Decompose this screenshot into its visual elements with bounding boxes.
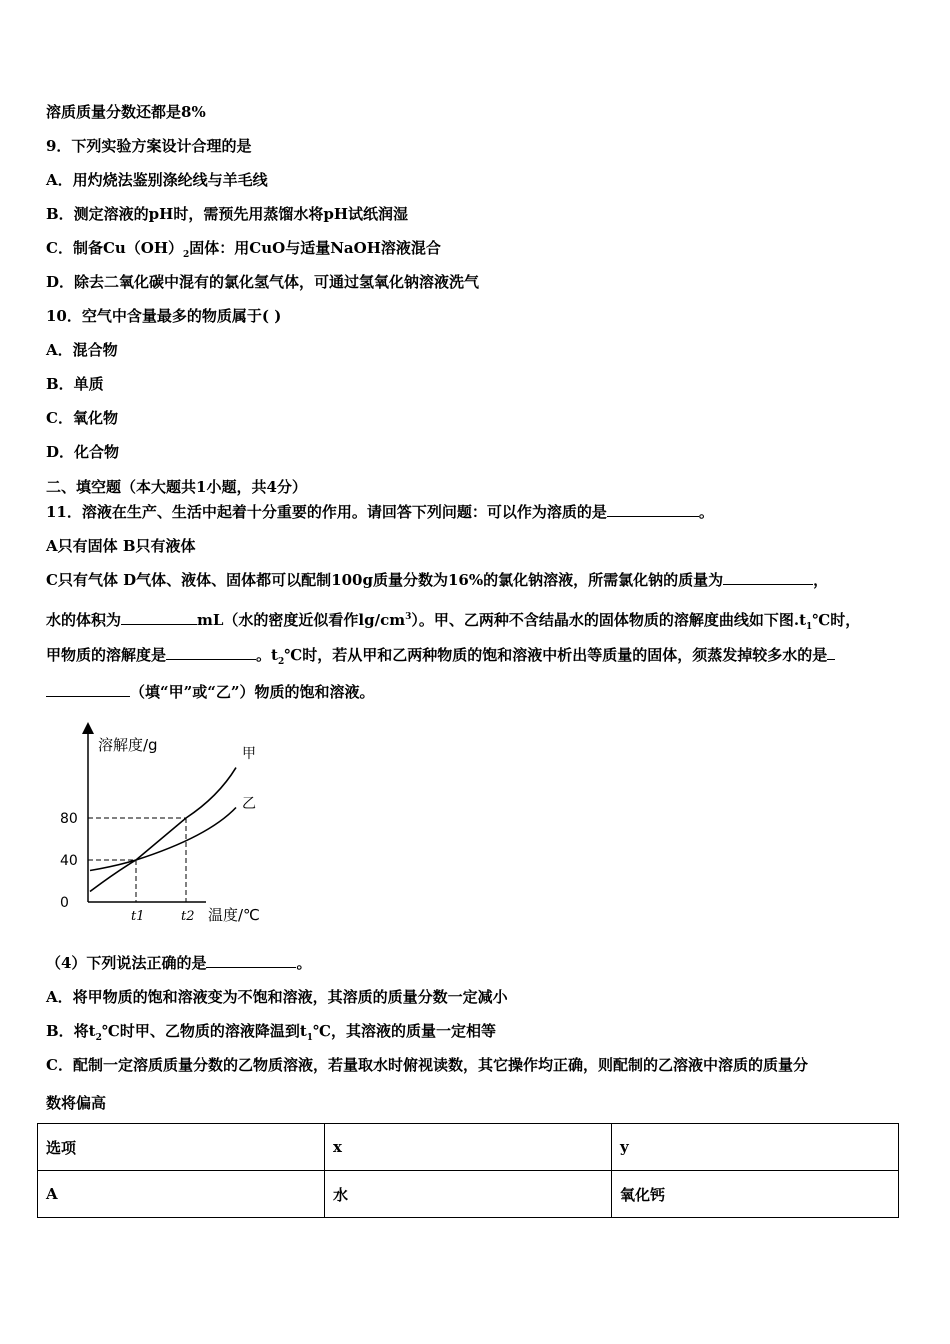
option-4c-cont: 数将偏高	[46, 1094, 107, 1112]
option-10d: D．化合物	[46, 443, 120, 461]
x-axis-label: 温度/℃	[208, 906, 260, 924]
question-11-solubility: 甲物质的溶解度是 。$t_2℃$时，若从甲和乙两种物质的饱和溶液中析出等质量的固体，须蒸发掉较多水的是	[46, 645, 835, 672]
y-axis-label: 溶解度/g	[98, 736, 158, 754]
section-heading: 二、填空题（本大题共1小题，共4分）	[46, 478, 307, 496]
option-9b: B．测定溶液的pH时，需预先用蒸馏水将pH试纸润湿	[46, 205, 409, 223]
question-11-ab: A只有固体 B只有液体	[46, 537, 196, 555]
table-cell: x	[325, 1124, 612, 1171]
table-row	[38, 1171, 899, 1218]
option-4b: B．将$t_2℃$时甲、乙物质的溶液降温到$t_1℃$，其溶液的质量一定相等	[46, 1022, 497, 1043]
x-tick-label: t2	[181, 909, 195, 924]
question-11-cd: C只有气体 D气体、液体、固体都可以配制100g质量分数为16%的氯化钠溶液，所需氯化钠的质量为 ，	[46, 571, 829, 589]
question-10: 10．空气中含量最多的物质属于( )	[46, 307, 282, 325]
option-9d: D．除去二氧化碳中混有的氯化氢气体，可通过氢氧化钠溶液洗气	[46, 273, 480, 291]
options-table	[37, 1123, 899, 1218]
series-jia-label: 甲	[242, 746, 256, 762]
x-tick-label: t1	[131, 909, 145, 924]
option-10a: A．混合物	[46, 341, 118, 359]
question-11-fill: （填“甲”或“乙”）物质的饱和溶液。	[46, 682, 375, 702]
question-11-4: （4）下列说法正确的是 。	[46, 954, 312, 972]
option-4a: A．将甲物质的饱和溶液变为不饱和溶液，其溶质的质量分数一定减小	[46, 988, 508, 1006]
y-tick-label: 0	[60, 895, 69, 911]
option-9c: C．制备$Cu(OH)_2$固体：用CuO与适量NaOH溶液混合	[46, 239, 441, 260]
question-11-water: 水的体积为 mL（水的密度近似看作$\lg/cm^3$）。甲、乙两种不含结晶水的固体物质的溶解度曲线如下图$.t_1℃$时，	[46, 611, 861, 632]
option-10b: B．单质	[46, 375, 104, 393]
option-10c: C．氧化物	[46, 409, 118, 427]
series-yi-label: 乙	[242, 796, 256, 812]
text-line: 溶质质量分数还都是8%	[46, 103, 206, 121]
table-cell: 选项	[38, 1124, 325, 1171]
table-cell: 水	[325, 1171, 612, 1218]
table-cell: 氧化钙	[612, 1171, 899, 1218]
table-cell: A	[38, 1171, 325, 1218]
option-4c: C．配制一定溶质质量分数的乙物质溶液，若量取水时俯视读数，其它操作均正确，则配制的乙溶液中溶质的质量分	[46, 1056, 808, 1074]
question-9: 9．下列实验方案设计合理的是	[46, 137, 252, 155]
table-cell: y	[612, 1124, 899, 1171]
solubility-chart	[58, 720, 288, 930]
y-tick-label: 80	[60, 811, 78, 827]
y-tick-label: 40	[60, 853, 78, 869]
series-jia-line	[90, 768, 236, 892]
option-9a: A．用灼烧法鉴别涤纶线与羊毛线	[46, 171, 268, 189]
series-yi-line	[90, 808, 236, 871]
question-11: 11．溶液在生产、生活中起着十分重要的作用。请回答下列问题：可以作为溶质的是 。	[46, 503, 714, 521]
table-header-row	[38, 1124, 899, 1171]
